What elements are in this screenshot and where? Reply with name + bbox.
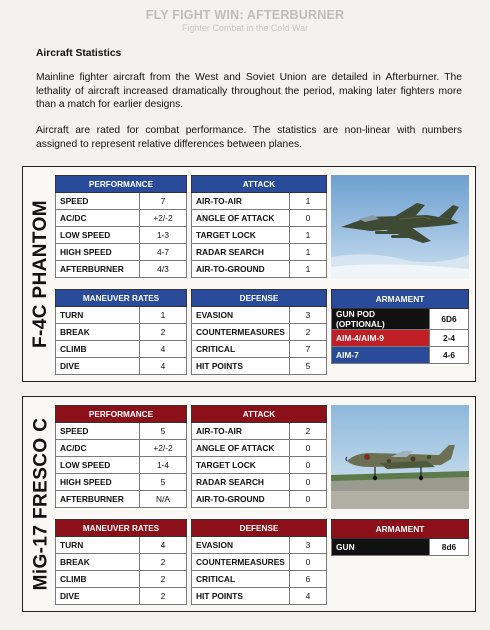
- attack-heading: ATTACK: [192, 406, 327, 423]
- table-row: CRITICAL 6: [192, 571, 327, 588]
- armament-table: [331, 519, 469, 556]
- table-row: DIVE 2: [56, 588, 187, 605]
- performance-heading: PERFORMANCE: [56, 406, 187, 423]
- f4-phantom-photo: [331, 175, 469, 279]
- table-row: TURN 4: [56, 537, 187, 554]
- armament-heading: ARMAMENT: [332, 290, 469, 309]
- aircraft-name: MiG-17 FRESCO C: [30, 417, 51, 591]
- table-row: BREAK 2: [56, 324, 187, 341]
- page-header: [0, 8, 490, 33]
- intro-paragraph-1: Mainline fighter aircraft from the West and Soviet Union are detailed in Afterburner. The lethality of aircraft increased dramatically throughout the period, making later fighters more than a match for earlier designs.: [36, 71, 462, 111]
- table-row: AFTERBURNER N/A: [56, 491, 187, 508]
- attack-heading: ATTACK: [192, 176, 327, 193]
- maneuver-heading: MANEUVER RATES: [56, 520, 187, 537]
- armament-heading: ARMAMENT: [332, 520, 469, 539]
- armament-table: [331, 289, 469, 364]
- table-row: TARGET LOCK 1: [192, 227, 327, 244]
- table-row: RADAR SEARCH 0: [192, 474, 327, 491]
- attack-table: [191, 405, 327, 508]
- intro-section: [36, 47, 462, 164]
- table-row: LOW SPEED 1-4: [56, 457, 187, 474]
- aircraft-card-mig17: [22, 396, 476, 612]
- table-row: RADAR SEARCH 1: [192, 244, 327, 261]
- aircraft-card-f4c: [22, 166, 476, 382]
- section-heading: Aircraft Statistics: [36, 48, 122, 59]
- table-row: ANGLE OF ATTACK 0: [192, 440, 327, 457]
- table-row: COUNTERMEASURES 0: [192, 554, 327, 571]
- table-row: GUN 8d6: [332, 539, 469, 556]
- table-row: LOW SPEED 1-3: [56, 227, 187, 244]
- defense-heading: DEFENSE: [192, 290, 327, 307]
- performance-table: [55, 175, 187, 278]
- table-row: HIT POINTS 4: [192, 588, 327, 605]
- table-row: CRITICAL 7: [192, 341, 327, 358]
- aircraft-name: F-4C PHANTOM: [30, 199, 52, 349]
- table-row: SPEED 7: [56, 193, 187, 210]
- table-row: TARGET LOCK 0: [192, 457, 327, 474]
- table-row: AIM-7 4-6: [332, 347, 469, 364]
- table-row: CLIMB 4: [56, 341, 187, 358]
- document-title: FLY FIGHT WIN: AFTERBURNER: [145, 8, 345, 22]
- table-row: DIVE 4: [56, 358, 187, 375]
- intro-paragraph-2: Aircraft are rated for combat performance. The statistics are non-linear with numbers assigned to represent relative differences between planes.: [36, 125, 462, 150]
- table-row: HIT POINTS 5: [192, 358, 327, 375]
- document-subtitle: Fighter Combat in the Cold War: [181, 23, 309, 33]
- table-row: SPEED 5: [56, 423, 187, 440]
- table-row: TURN 1: [56, 307, 187, 324]
- table-row: GUN POD (OPTIONAL) 6D6: [332, 309, 469, 330]
- performance-heading: PERFORMANCE: [56, 176, 187, 193]
- performance-table: [55, 405, 187, 508]
- maneuver-table: [55, 289, 187, 375]
- table-row: EVASION 3: [192, 307, 327, 324]
- table-row: AIR-TO-AIR 2: [192, 423, 327, 440]
- table-row: CLIMB 2: [56, 571, 187, 588]
- table-row: BREAK 2: [56, 554, 187, 571]
- defense-table: [191, 519, 327, 605]
- table-row: ANGLE OF ATTACK 0: [192, 210, 327, 227]
- table-row: COUNTERMEASURES 2: [192, 324, 327, 341]
- table-row: AIR-TO-GROUND 1: [192, 261, 327, 278]
- table-row: AIR-TO-AIR 1: [192, 193, 327, 210]
- defense-heading: DEFENSE: [192, 520, 327, 537]
- table-row: AFTERBURNER 4/3: [56, 261, 187, 278]
- table-row: HIGH SPEED 4-7: [56, 244, 187, 261]
- maneuver-heading: MANEUVER RATES: [56, 290, 187, 307]
- defense-table: [191, 289, 327, 375]
- table-row: AIM-4/AIM-9 2-4: [332, 330, 469, 347]
- table-row: AC/DC +2/-2: [56, 210, 187, 227]
- table-row: AC/DC +2/-2: [56, 440, 187, 457]
- table-row: HIGH SPEED 5: [56, 474, 187, 491]
- table-row: EVASION 3: [192, 537, 327, 554]
- maneuver-table: [55, 519, 187, 605]
- table-row: AIR-TO-GROUND 0: [192, 491, 327, 508]
- mig17-photo: [331, 405, 469, 509]
- attack-table: [191, 175, 327, 278]
